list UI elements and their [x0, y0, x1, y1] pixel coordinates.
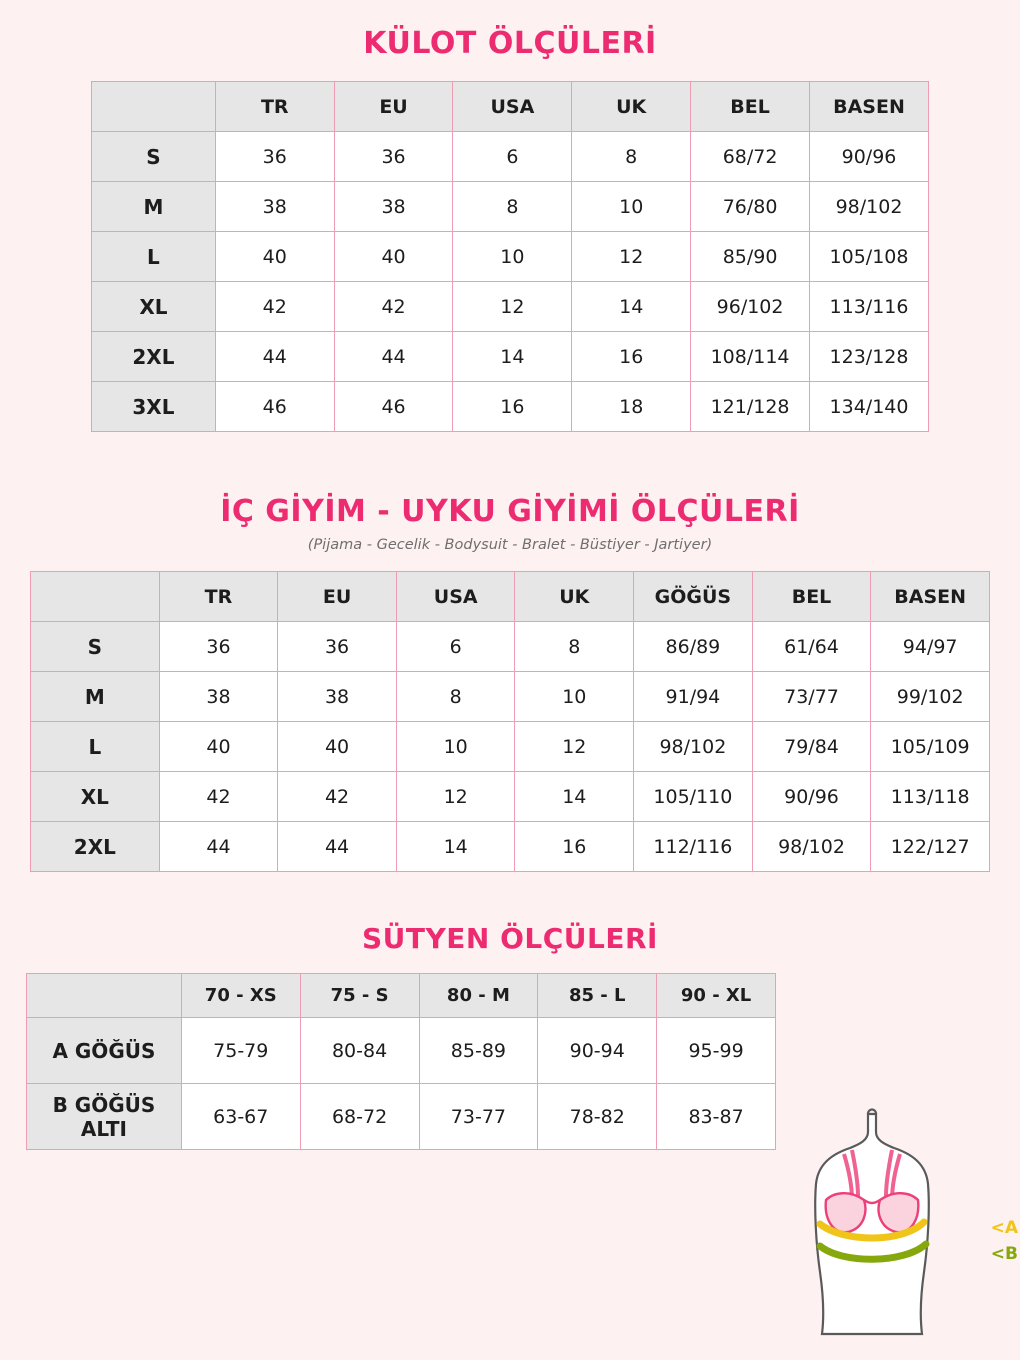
cell-eu: 42 — [334, 282, 453, 332]
cell-75-s: 80-84 — [300, 1018, 419, 1084]
cell-bel: 85/90 — [691, 232, 810, 282]
cell-bel: 121/128 — [691, 382, 810, 432]
cell-basen: 90/96 — [810, 132, 929, 182]
cell-basen: 113/118 — [871, 772, 990, 822]
cell-usa: 8 — [396, 672, 515, 722]
legend-a-label: <A — [990, 1218, 1018, 1238]
cell-75-s: 68-72 — [300, 1084, 419, 1150]
cell-tr: 36 — [159, 622, 278, 672]
table-row — [92, 232, 929, 282]
cell-tr: 36 — [215, 132, 334, 182]
header-cell-blank — [31, 572, 160, 622]
cell-tr: 42 — [159, 772, 278, 822]
header-cell-80-m: 80 - M — [419, 974, 538, 1018]
header-cell-usa: USA — [396, 572, 515, 622]
header-cell-tr: TR — [215, 82, 334, 132]
cell-tr: 40 — [159, 722, 278, 772]
cell-usa: 8 — [453, 182, 572, 232]
mannequin-illustration — [772, 1104, 1002, 1344]
table-header-row — [92, 82, 929, 132]
cell-basen: 105/109 — [871, 722, 990, 772]
section-spacer — [0, 872, 1020, 922]
row-label: L — [92, 232, 216, 282]
header-cell-85-l: 85 - L — [538, 974, 657, 1018]
sleepwear-title: İÇ GİYİM - UYKU GİYİMİ ÖLÇÜLERİ — [220, 494, 800, 529]
legend-b-label: <B — [990, 1244, 1018, 1264]
cell-eu: 38 — [334, 182, 453, 232]
cell-usa: 16 — [453, 382, 572, 432]
cell-gogus: 86/89 — [634, 622, 753, 672]
table-row — [92, 182, 929, 232]
section-spacer — [0, 432, 1020, 494]
cell-eu: 40 — [334, 232, 453, 282]
row-label: L — [31, 722, 160, 772]
cell-uk: 16 — [572, 332, 691, 382]
cell-uk: 12 — [515, 722, 634, 772]
table-row — [92, 332, 929, 382]
cell-eu: 40 — [278, 722, 397, 772]
cell-tr: 40 — [215, 232, 334, 282]
cell-85-l: 90-94 — [538, 1018, 657, 1084]
cell-bel: 68/72 — [691, 132, 810, 182]
cell-gogus: 98/102 — [634, 722, 753, 772]
row-label: S — [31, 622, 160, 672]
cell-eu: 36 — [278, 622, 397, 672]
cell-uk: 12 — [572, 232, 691, 282]
sleepwear-subtitle: (Pijama - Gecelik - Bodysuit - Bralet - Büstiyer - Jartiyer) — [307, 537, 713, 553]
row-label: M — [31, 672, 160, 722]
panties-section — [0, 0, 1020, 432]
cell-eu: 46 — [334, 382, 453, 432]
cell-basen: 123/128 — [810, 332, 929, 382]
cell-90-xl: 95-99 — [657, 1018, 776, 1084]
cell-uk: 8 — [515, 622, 634, 672]
row-label: 2XL — [92, 332, 216, 382]
header-cell-gogus: GÖĞÜS — [634, 572, 753, 622]
cell-80-m: 85-89 — [419, 1018, 538, 1084]
header-cell-basen: BASEN — [810, 82, 929, 132]
header-cell-90-xl: 90 - XL — [657, 974, 776, 1018]
table-row — [31, 772, 990, 822]
cell-gogus: 105/110 — [634, 772, 753, 822]
panties-size-table — [91, 81, 929, 432]
row-label: S — [92, 132, 216, 182]
cell-uk: 16 — [515, 822, 634, 872]
cell-tr: 44 — [159, 822, 278, 872]
cell-bel: 79/84 — [752, 722, 871, 772]
cell-bel: 61/64 — [752, 622, 871, 672]
bra-section — [0, 922, 1020, 1264]
cell-basen: 99/102 — [871, 672, 990, 722]
cell-uk: 10 — [572, 182, 691, 232]
cell-bel: 90/96 — [752, 772, 871, 822]
row-label: 2XL — [31, 822, 160, 872]
table-row — [31, 722, 990, 772]
header-cell-75-s: 75 - S — [300, 974, 419, 1018]
cell-gogus: 112/116 — [634, 822, 753, 872]
panties-title: KÜLOT ÖLÇÜLERİ — [363, 26, 657, 61]
cell-basen: 113/116 — [810, 282, 929, 332]
cell-basen: 94/97 — [871, 622, 990, 672]
header-cell-bel: BEL — [752, 572, 871, 622]
header-cell-70-xs: 70 - XS — [181, 974, 300, 1018]
cell-usa: 6 — [453, 132, 572, 182]
bra-size-table — [26, 973, 776, 1150]
row-label: 3XL — [92, 382, 216, 432]
header-cell-bel: BEL — [691, 82, 810, 132]
cell-usa: 14 — [453, 332, 572, 382]
cell-eu: 44 — [278, 822, 397, 872]
bra-title: SÜTYEN ÖLÇÜLERİ — [362, 922, 658, 955]
cell-uk: 14 — [515, 772, 634, 822]
cell-tr: 42 — [215, 282, 334, 332]
cell-usa: 12 — [396, 772, 515, 822]
header-cell-basen: BASEN — [871, 572, 990, 622]
sleepwear-size-table — [30, 571, 990, 872]
cell-gogus: 91/94 — [634, 672, 753, 722]
table-row — [27, 1084, 776, 1150]
cell-uk: 18 — [572, 382, 691, 432]
cell-uk: 14 — [572, 282, 691, 332]
cell-80-m: 73-77 — [419, 1084, 538, 1150]
cell-bel: 108/114 — [691, 332, 810, 382]
row-label: M — [92, 182, 216, 232]
cell-70-xs: 63-67 — [181, 1084, 300, 1150]
cell-90-xl: 83-87 — [657, 1084, 776, 1150]
table-row — [31, 622, 990, 672]
cell-basen: 98/102 — [810, 182, 929, 232]
cell-usa: 10 — [453, 232, 572, 282]
cell-bel: 98/102 — [752, 822, 871, 872]
header-cell-eu: EU — [278, 572, 397, 622]
cell-eu: 44 — [334, 332, 453, 382]
cell-uk: 10 — [515, 672, 634, 722]
header-cell-usa: USA — [453, 82, 572, 132]
table-row — [31, 672, 990, 722]
cell-eu: 36 — [334, 132, 453, 182]
cell-basen: 122/127 — [871, 822, 990, 872]
cell-usa: 6 — [396, 622, 515, 672]
table-row — [27, 1018, 776, 1084]
cell-bel: 76/80 — [691, 182, 810, 232]
cell-tr: 38 — [215, 182, 334, 232]
cell-tr: 46 — [215, 382, 334, 432]
header-cell-eu: EU — [334, 82, 453, 132]
header-cell-tr: TR — [159, 572, 278, 622]
cell-bel: 73/77 — [752, 672, 871, 722]
cell-usa: 10 — [396, 722, 515, 772]
cell-tr: 38 — [159, 672, 278, 722]
cell-usa: 12 — [453, 282, 572, 332]
cell-basen: 134/140 — [810, 382, 929, 432]
header-cell-uk: UK — [515, 572, 634, 622]
cell-bel: 96/102 — [691, 282, 810, 332]
cell-eu: 38 — [278, 672, 397, 722]
cell-tr: 44 — [215, 332, 334, 382]
cell-eu: 42 — [278, 772, 397, 822]
table-row — [31, 822, 990, 872]
header-cell-uk: UK — [572, 82, 691, 132]
row-label: XL — [31, 772, 160, 822]
table-header-row — [31, 572, 990, 622]
row-label-a-gogus: A GÖĞÜS — [27, 1018, 182, 1084]
table-header-row — [27, 974, 776, 1018]
table-row — [92, 282, 929, 332]
header-cell-blank — [27, 974, 182, 1018]
row-label-b-gogus-alti: B GÖĞÜS ALTI — [27, 1084, 182, 1150]
cell-usa: 14 — [396, 822, 515, 872]
cell-basen: 105/108 — [810, 232, 929, 282]
row-label: XL — [92, 282, 216, 332]
table-row — [92, 382, 929, 432]
sleepwear-section — [0, 494, 1020, 872]
cell-70-xs: 75-79 — [181, 1018, 300, 1084]
table-row — [92, 132, 929, 182]
cell-uk: 8 — [572, 132, 691, 182]
header-cell-blank — [92, 82, 216, 132]
cell-85-l: 78-82 — [538, 1084, 657, 1150]
